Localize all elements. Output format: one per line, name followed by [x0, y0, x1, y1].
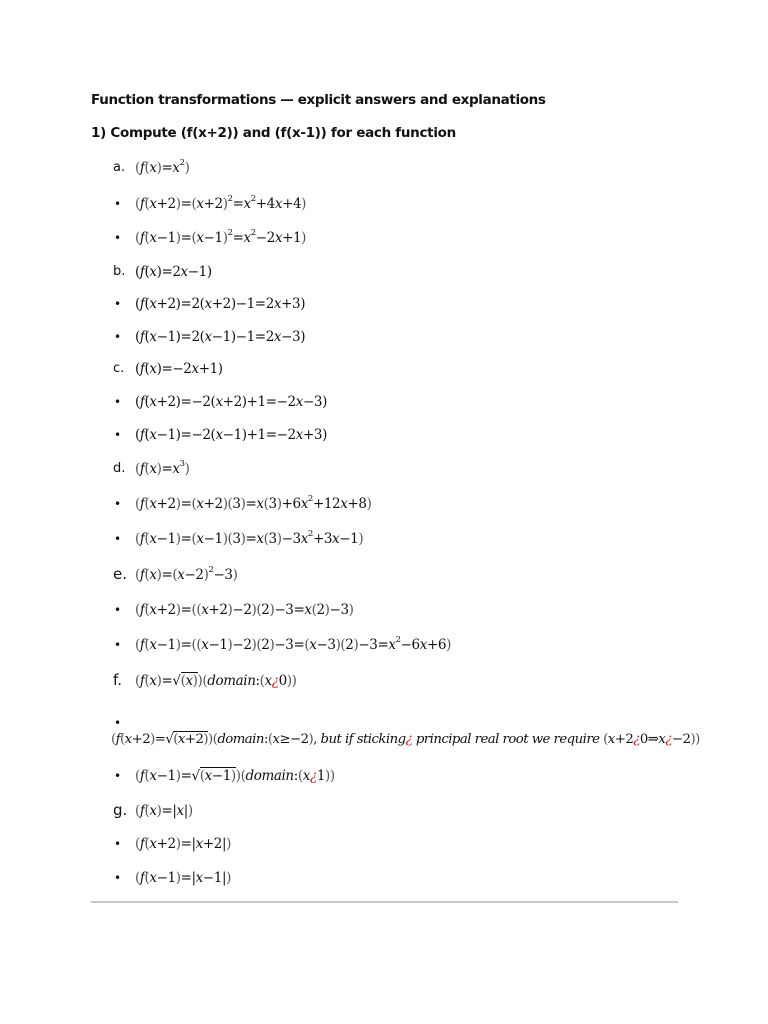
list-marker: c.	[113, 361, 125, 376]
equation: $(f(x)=x^3)$	[135, 459, 190, 477]
equation: $(f(x)=(x-2)^2-3)$	[135, 565, 238, 583]
equation: (f(x)=√(x))(domain:(x¿0))	[135, 673, 297, 689]
equation: $(f(x-1)=(x-1)(3)=x(3)-3x^2+3x-1)$	[135, 529, 364, 547]
bullet: •	[114, 716, 121, 730]
bullet: •	[114, 330, 122, 344]
bullet: •	[114, 231, 122, 245]
list-marker: b.	[113, 264, 126, 279]
list-marker: d.	[113, 461, 126, 476]
equation: (f(x+2)=−2(x+2)+1=−2x−3)	[135, 394, 327, 410]
equation: (f(x)=|x|)	[135, 803, 193, 819]
list-marker: g.	[113, 801, 128, 819]
bullet: •	[114, 297, 122, 311]
bullet: •	[114, 532, 122, 546]
list-marker: a.	[113, 160, 126, 175]
document-title: Function transformations — explicit answers and explanations	[91, 92, 546, 108]
bullet: •	[114, 603, 122, 617]
bullet: •	[114, 497, 122, 511]
bullet: •	[114, 638, 122, 652]
horizontal-rule	[91, 901, 678, 903]
list-marker: f.	[113, 671, 122, 689]
equation: (f(x+2)=√(x+2))(domain:(x≥−2), but if sticking¿ principal real root we require (x+2¿0⇒x¿−2))	[111, 732, 700, 747]
equation: $(f(x+2)=(x+2)^2=x^2+4x+4)$	[135, 194, 307, 212]
bullet: •	[114, 769, 122, 783]
bullet: •	[114, 871, 122, 885]
list-marker: e.	[113, 565, 127, 583]
equation: (f(x−1)=−2(x−1)+1=−2x+3)	[135, 427, 327, 443]
equation: (f(x+2)=2(x+2)−1=2x+3)	[135, 296, 306, 312]
equation: (f(x−1)=√(x−1))(domain:(x¿1))	[135, 768, 335, 784]
equation: $(f(x+2)=(x+2)(3)=x(3)+6x^2+12x+8)$	[135, 494, 372, 512]
equation: $(f(x-1)=((x-1)-2)(2)-3=(x-3)(2)-3=x^2-6x+6)$	[135, 635, 451, 653]
bullet: •	[114, 395, 122, 409]
equation: $(f(x)=x^2)$	[135, 158, 190, 176]
bullet: •	[114, 837, 122, 851]
section-heading: 1) Compute (f(x+2)) and (f(x-1)) for each function	[91, 125, 456, 141]
equation: (f(x)=−2x+1)	[135, 361, 223, 377]
equation: (f(x)=2x−1)	[135, 264, 212, 280]
equation: (f(x−1)=|x−1|)	[135, 870, 231, 886]
bullet: •	[114, 197, 122, 211]
bullet: •	[114, 428, 122, 442]
equation: (f(x+2)=((x+2)−2)(2)−3=x(2)−3)	[135, 602, 354, 618]
equation: $(f(x-1)=(x-1)^2=x^2-2x+1)$	[135, 228, 307, 246]
equation: (f(x−1)=2(x−1)−1=2x−3)	[135, 329, 306, 345]
equation: (f(x+2)=|x+2|)	[135, 836, 231, 852]
